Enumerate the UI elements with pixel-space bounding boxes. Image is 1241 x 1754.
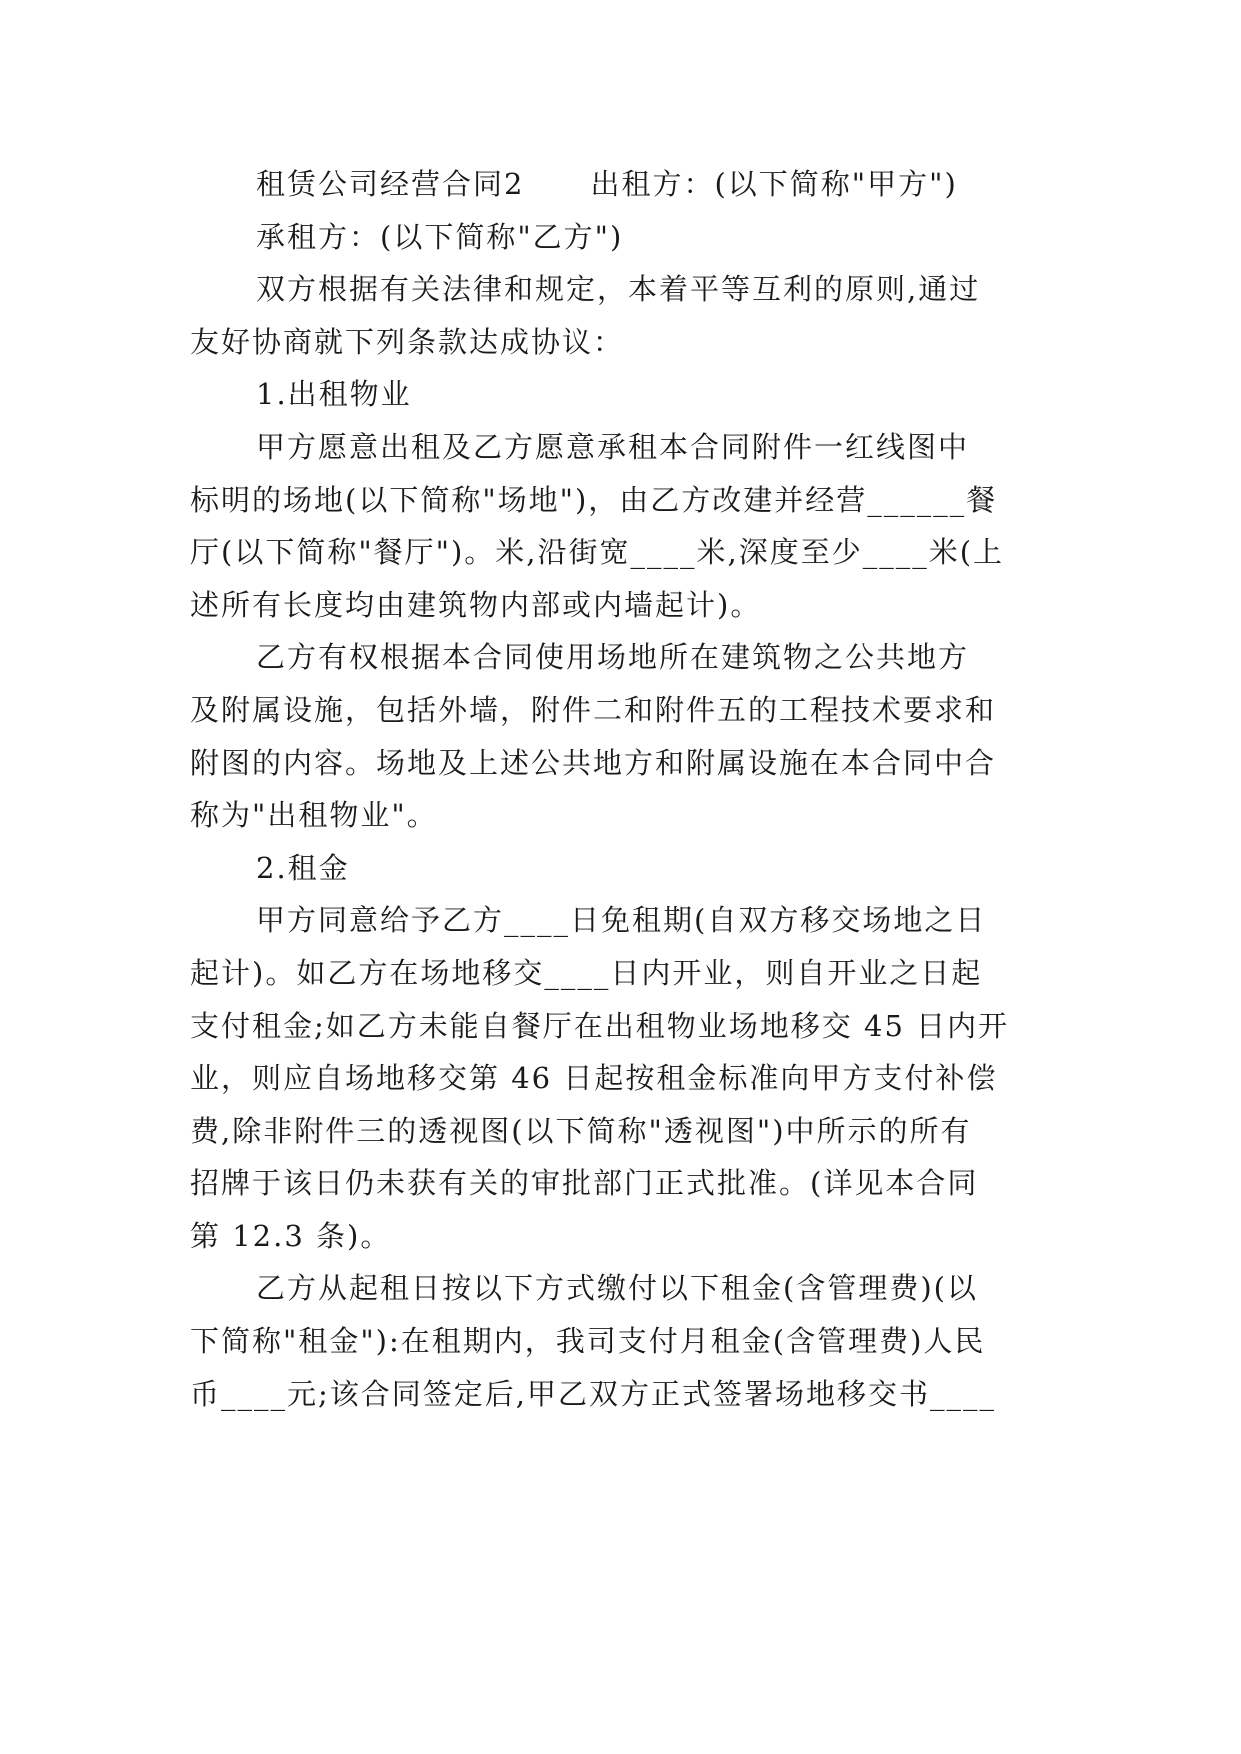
paragraph-line: 双方根据有关法律和规定，本着平等互利的原则,通过	[256, 272, 981, 307]
paragraph-line: 甲方愿意出租及乙方愿意承租本合同附件一红线图中	[256, 429, 970, 464]
paragraph-line: 友好协商就下列条款达成协议：	[190, 324, 625, 359]
lessee-label: 承租方：(以下简称"乙方")	[256, 219, 624, 254]
section-heading: 2.租金	[256, 850, 350, 885]
paragraph-line: 乙方有权根据本合同使用场地所在建筑物之公共地方	[256, 640, 970, 675]
paragraph-line: 标明的场地(以下简称"场地")，由乙方改建并经营______餐	[190, 482, 998, 517]
lessor-label: 出租方：(以下简称"甲方")	[590, 167, 958, 201]
paragraph-line: 费,除非附件三的透视图(以下简称"透视图")中所示的所有	[190, 1113, 972, 1148]
section-heading: 1.出租物业	[256, 377, 412, 412]
title-line	[190, 158, 1052, 211]
paragraph-line: 乙方从起租日按以下方式缴付以下租金(含管理费)(以	[256, 1271, 978, 1306]
paragraph-line: 厅(以下简称"餐厅")。米,沿街宽____米,深度至少____米(上	[190, 535, 1005, 570]
paragraph-line: 下简称"租金"):在租期内，我司支付月租金(含管理费)人民	[190, 1324, 986, 1359]
paragraph-line: 及附属设施，包括外墙，附件二和附件五的工程技术要求和	[190, 692, 997, 727]
paragraph-line: 称为"出租物业"。	[190, 798, 438, 833]
paragraph-line: 支付租金;如乙方未能自餐厅在出租物业场地移交 45 日内开	[190, 1008, 1010, 1043]
paragraph-line: 业，则应自场地移交第 46 日起按租金标准向甲方支付补偿	[190, 1061, 998, 1096]
document-title: 租赁公司经营合同2	[256, 167, 525, 201]
paragraph-line: 附图的内容。场地及上述公共地方和附属设施在本合同中合	[190, 745, 997, 780]
paragraph-line: 招牌于该日仍未获有关的审批部门正式批准。(详见本合同	[190, 1166, 979, 1201]
document-body	[190, 158, 1052, 1420]
paragraph-line: 起计)。如乙方在场地移交____日内开业，则自开业之日起	[190, 955, 983, 990]
paragraph-line: 甲方同意给予乙方____日免租期(自双方移交场地之日	[256, 903, 987, 938]
paragraph-line: 第 12.3 条)。	[190, 1218, 392, 1253]
paragraph-line: 述所有长度均由建筑物内部或内墙起计)。	[190, 587, 762, 622]
paragraph-line: 币____元;该合同签定后,甲乙双方正式签署场地移交书____	[190, 1376, 996, 1411]
